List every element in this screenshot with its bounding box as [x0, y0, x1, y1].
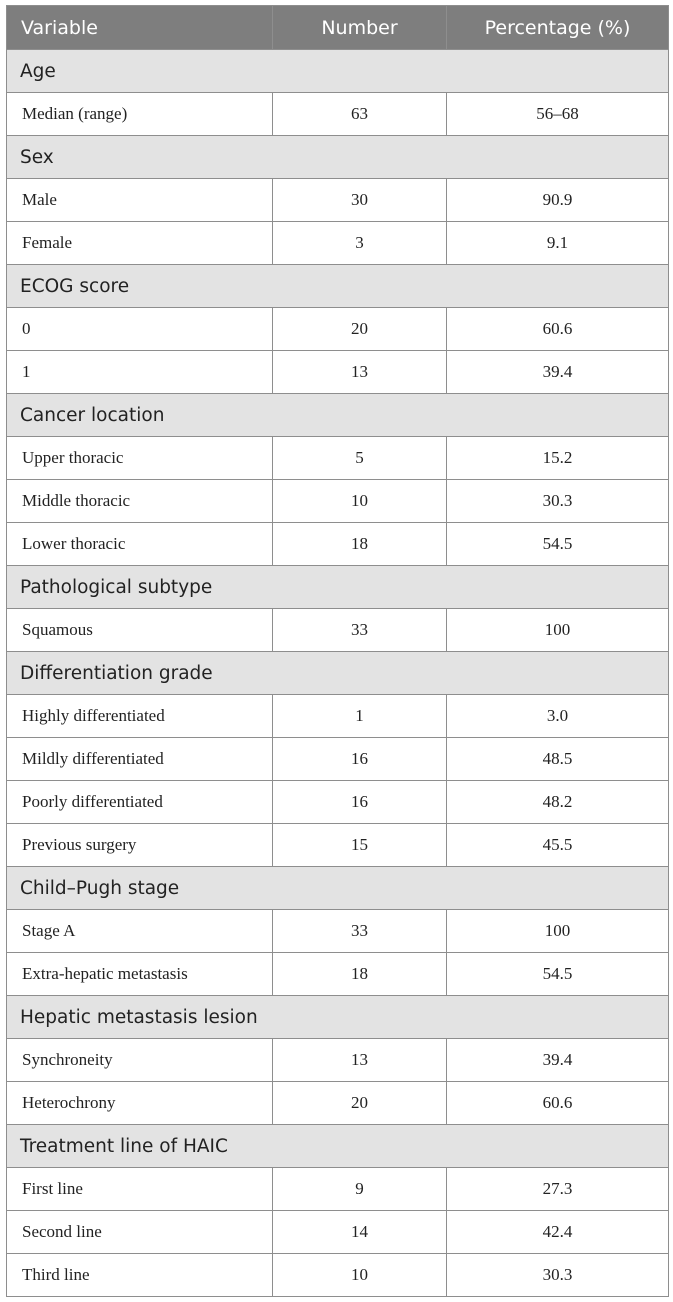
header-variable: Variable	[7, 6, 273, 50]
table-row	[7, 351, 669, 394]
section-row	[7, 996, 669, 1039]
cell-label: Lower thoracic	[7, 523, 273, 566]
table-row	[7, 93, 669, 136]
cell-label: Male	[7, 179, 273, 222]
cell-number: 63	[273, 93, 447, 136]
cell-number: 14	[273, 1211, 447, 1254]
section-title: Pathological subtype	[7, 566, 669, 609]
cell-number: 16	[273, 781, 447, 824]
table-row	[7, 738, 669, 781]
section-title: Hepatic metastasis lesion	[7, 996, 669, 1039]
cell-number: 1	[273, 695, 447, 738]
table-row	[7, 1168, 669, 1211]
cell-percentage: 39.4	[447, 1039, 669, 1082]
section-row	[7, 566, 669, 609]
cell-label: Highly differentiated	[7, 695, 273, 738]
cell-number: 33	[273, 609, 447, 652]
cell-percentage: 100	[447, 910, 669, 953]
section-row	[7, 652, 669, 695]
cell-label: Synchroneity	[7, 1039, 273, 1082]
section-row	[7, 867, 669, 910]
cell-label: Squamous	[7, 609, 273, 652]
cell-label: 0	[7, 308, 273, 351]
section-title: Treatment line of HAIC	[7, 1125, 669, 1168]
cell-label: Poorly differentiated	[7, 781, 273, 824]
table-row	[7, 1082, 669, 1125]
section-row	[7, 265, 669, 308]
cell-number: 30	[273, 179, 447, 222]
cell-label: Middle thoracic	[7, 480, 273, 523]
table-row	[7, 1039, 669, 1082]
cell-label: Stage A	[7, 910, 273, 953]
table-row	[7, 609, 669, 652]
cell-number: 33	[273, 910, 447, 953]
cell-label: Female	[7, 222, 273, 265]
cell-percentage: 54.5	[447, 523, 669, 566]
section-title: Cancer location	[7, 394, 669, 437]
cell-percentage: 30.3	[447, 1254, 669, 1297]
cell-label: Extra-hepatic metastasis	[7, 953, 273, 996]
cell-label: Median (range)	[7, 93, 273, 136]
cell-percentage: 3.0	[447, 695, 669, 738]
cell-percentage: 48.5	[447, 738, 669, 781]
cell-label: Third line	[7, 1254, 273, 1297]
cell-percentage: 48.2	[447, 781, 669, 824]
cell-percentage: 54.5	[447, 953, 669, 996]
section-title: Child–Pugh stage	[7, 867, 669, 910]
cell-percentage: 30.3	[447, 480, 669, 523]
header-row	[7, 6, 669, 50]
table-row	[7, 523, 669, 566]
section-row	[7, 1125, 669, 1168]
cell-percentage: 90.9	[447, 179, 669, 222]
table-row	[7, 781, 669, 824]
table-row	[7, 1211, 669, 1254]
section-title: Sex	[7, 136, 669, 179]
cell-percentage: 60.6	[447, 1082, 669, 1125]
section-row	[7, 50, 669, 93]
table-row	[7, 308, 669, 351]
section-row	[7, 136, 669, 179]
characteristics-table	[6, 5, 669, 1297]
table-row	[7, 1254, 669, 1297]
header-percentage: Percentage (%)	[447, 6, 669, 50]
table-row	[7, 437, 669, 480]
table-row	[7, 222, 669, 265]
cell-percentage: 42.4	[447, 1211, 669, 1254]
cell-label: Upper thoracic	[7, 437, 273, 480]
cell-number: 20	[273, 308, 447, 351]
section-title: Differentiation grade	[7, 652, 669, 695]
cell-percentage: 100	[447, 609, 669, 652]
section-title: ECOG score	[7, 265, 669, 308]
section-title: Age	[7, 50, 669, 93]
cell-label: Heterochrony	[7, 1082, 273, 1125]
cell-number: 9	[273, 1168, 447, 1211]
cell-number: 5	[273, 437, 447, 480]
header-number: Number	[273, 6, 447, 50]
cell-number: 18	[273, 523, 447, 566]
table-row	[7, 953, 669, 996]
cell-number: 13	[273, 1039, 447, 1082]
table-row	[7, 480, 669, 523]
cell-number: 3	[273, 222, 447, 265]
cell-number: 10	[273, 480, 447, 523]
cell-number: 18	[273, 953, 447, 996]
cell-label: Second line	[7, 1211, 273, 1254]
cell-percentage: 15.2	[447, 437, 669, 480]
cell-label: First line	[7, 1168, 273, 1211]
table-row	[7, 824, 669, 867]
table-row	[7, 910, 669, 953]
cell-number: 16	[273, 738, 447, 781]
cell-label: Mildly differentiated	[7, 738, 273, 781]
cell-percentage: 56–68	[447, 93, 669, 136]
cell-percentage: 27.3	[447, 1168, 669, 1211]
section-row	[7, 394, 669, 437]
cell-label: Previous surgery	[7, 824, 273, 867]
cell-number: 20	[273, 1082, 447, 1125]
cell-label: 1	[7, 351, 273, 394]
cell-number: 10	[273, 1254, 447, 1297]
cell-number: 13	[273, 351, 447, 394]
table-row	[7, 695, 669, 738]
cell-percentage: 45.5	[447, 824, 669, 867]
table-row	[7, 179, 669, 222]
cell-percentage: 39.4	[447, 351, 669, 394]
cell-percentage: 60.6	[447, 308, 669, 351]
cell-percentage: 9.1	[447, 222, 669, 265]
cell-number: 15	[273, 824, 447, 867]
